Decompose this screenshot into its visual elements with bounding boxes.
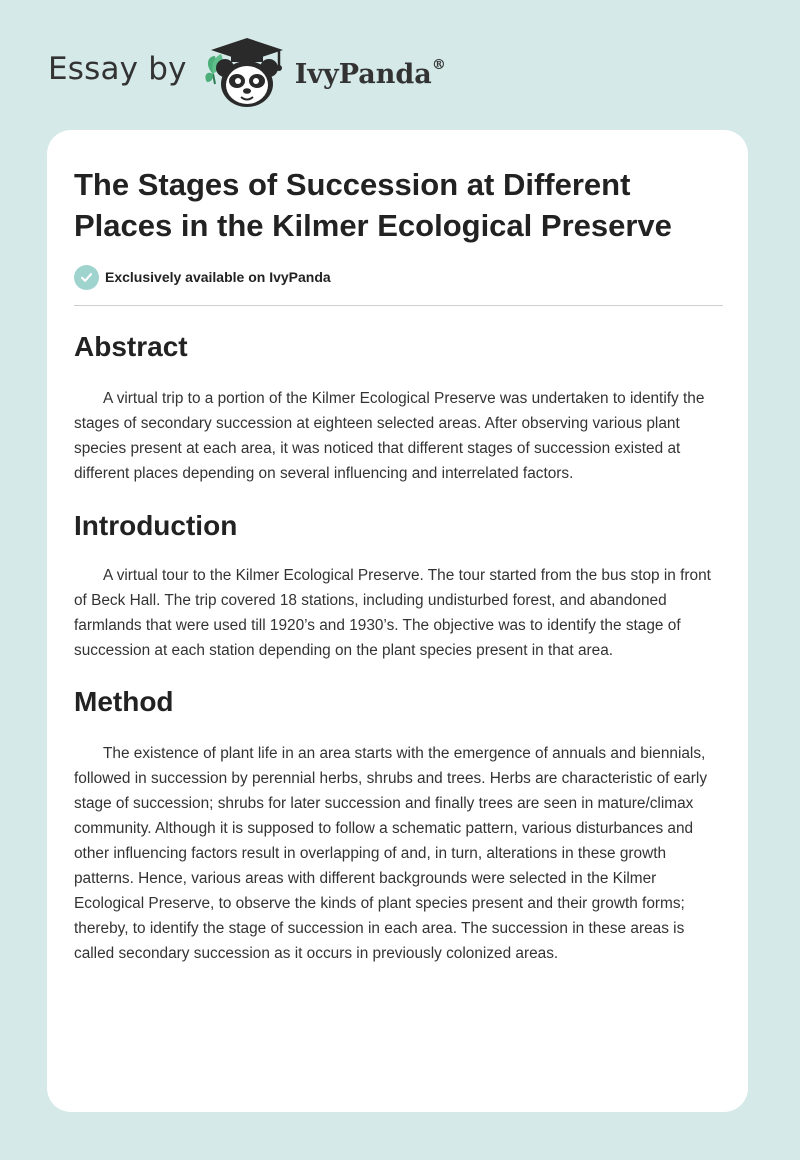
title-divider bbox=[74, 305, 723, 306]
essay-content bbox=[74, 164, 724, 966]
panda-graduate-icon[interactable] bbox=[201, 34, 293, 110]
section-paragraph-introduction: A virtual tour to the Kilmer Ecological Preserve. The tour started from the bus stop in front of Beck Hall. The trip covered 18 stations, including undisturbed forest, and abandoned farmlands that were used till 1920’s and 1930’s. The objective was to identify the stage of succession at each station depending on the plant species present in that area. bbox=[74, 567, 711, 659]
section-heading-method: Method bbox=[74, 686, 174, 717]
essay-title: The Stages of Succession at Different Places in the Kilmer Ecological Preserve bbox=[74, 167, 672, 243]
exclusive-badge bbox=[74, 264, 724, 290]
section-paragraph-abstract: A virtual trip to a portion of the Kilmer Ecological Preserve was undertaken to identify the stages of secondary succession at eighteen selected areas. After observing various plant species present at each area, it was noticed that different stages of succession existed at different places depending on several influencing and interrelated factors. bbox=[74, 390, 705, 482]
site-header bbox=[48, 34, 446, 110]
check-icon bbox=[74, 265, 99, 290]
section-paragraph-method: The existence of plant life in an area starts with the emergence of annuals and biennials, followed in succession by perennial herbs, shrubs and trees. Herbs are characteristic of early stage of succession; shrubs for later succession and finally trees are seen in mature/climax community. Although it is supposed to follow a schematic pattern, various disturbances and other influencing factors result in overlapping of and, in turn, alterations in these growth patterns. Hence, various areas with different backgrounds were selected in the Kilmer Ecological Preserve, to observe the kinds of plant species present and their growth forms; thereby, to identify the stage of succession in each area. The succession in these areas is called secondary succession as it occurs in previously colonized areas. bbox=[74, 745, 708, 962]
section-heading-abstract: Abstract bbox=[74, 331, 188, 362]
section-heading-introduction: Introduction bbox=[74, 510, 238, 541]
essay-card bbox=[47, 130, 748, 1112]
registered-mark: ® bbox=[431, 56, 446, 73]
essay-by-label: Essay by bbox=[48, 51, 187, 87]
exclusive-badge-text: Exclusively available on IvyPanda bbox=[105, 269, 331, 285]
brand-name[interactable]: IvyPanda® bbox=[294, 56, 446, 90]
